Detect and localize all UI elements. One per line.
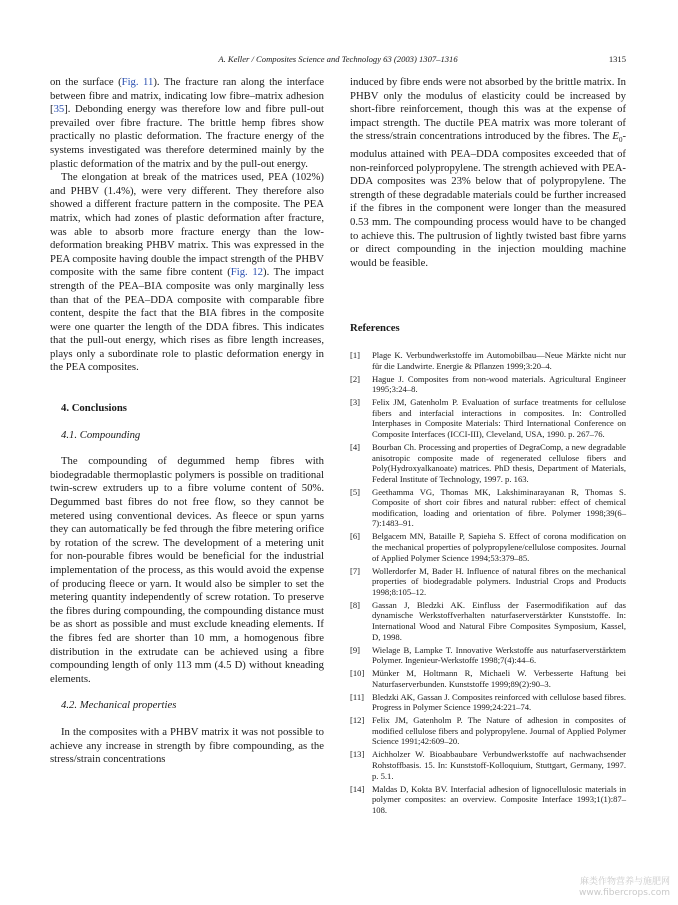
subsection-heading-compounding: 4.1. Compounding bbox=[61, 428, 141, 441]
reference-number: [14] bbox=[350, 783, 365, 794]
reference-item bbox=[350, 397, 626, 439]
reference-item bbox=[350, 442, 626, 484]
paragraph-elongation: The elongation at break of the matrices used, PEA (102%) and PHBV (1.4%), were very different. They therefore also showed a different fracture pattern in the composite. The PEA matrix, which had zones of plastic deformation after fracture, was able to absorb more fracture energy than the low-deformation breaking PHBV matrix. This was expressed in the PEA composite having double the impact strength of the PHBV composite with the same fibre content (Fig. 12). The impact strength of the PEA–BIA composite was only marginally less than that of the PEA–DDA composite with comparable fibre content, despite the fact that the BIA fibres in the composite were one quarter the length of the DDA fibres. This indicates that the pull-out energy, which rises as fibre length increases, plays only a subordinate role to plastic deformation energy in the PEA composites. bbox=[50, 171, 324, 374]
left-column bbox=[50, 76, 324, 767]
reference-number: [11] bbox=[350, 691, 364, 702]
reference-text: Münker M, Holtmann R, Michaeli W. Verbesserte Haftung bei Naturfaserverbunden. Kunststoffe 1999;89(2):90–3. bbox=[372, 668, 626, 689]
reference-item bbox=[350, 749, 626, 781]
reference-number: [7] bbox=[350, 565, 361, 576]
reference-text: Wollerdorfer M, Bader H. Influence of natural fibres on the mechanical properties of biodegradable polymers. Industrial Crops and Products 1998;8:105–12. bbox=[372, 565, 626, 597]
page-number: 1315 bbox=[608, 54, 626, 64]
reference-text: Bourban Ch. Processing and properties of DegraComp, a new degradable anisotropic composite made of regenerated cellulose fibers and Poly(Hydroxyalkanoate) matrices. PhD thesis, Department of Materials, Federal Institute of Technology, 1997. p. 163. bbox=[372, 441, 626, 484]
references-heading: References bbox=[350, 322, 400, 334]
reference-item bbox=[350, 784, 626, 816]
paragraph-fracture: on the surface (Fig. 11). The fracture ran along the interface between fibre and matrix, indicating low fibre–matrix adhesion [35]. Debonding energy was therefore low and fibre pull-out prevailed over fibre fracture. The brittle hemp fibres show practically no plastic deformation. The fracture energy of the systems investigated was therefore determined mainly by the plastic deformation of the matrix and by the pull-out energy. bbox=[50, 76, 324, 170]
modulus-symbol: E bbox=[612, 130, 619, 143]
reference-text: Aichholzer W. Bioabbaubare Verbundwerkstoffe auf nachwachsender Rohstoffbasis. 15. In: Kunststoff-Kolloquium, Stuttgart, Germany, 1997. p. 5.1. bbox=[372, 749, 626, 781]
reference-item bbox=[350, 531, 626, 563]
reference-item bbox=[350, 350, 626, 371]
reference-number: [6] bbox=[350, 531, 361, 542]
reference-number: [4] bbox=[350, 441, 361, 452]
reference-text: Bledzki AK, Gassan J. Composites reinforced with cellulose based fibres. Progress in Polymer Science 1999;24:221–74. bbox=[372, 691, 626, 713]
reference-number: [9] bbox=[350, 644, 361, 655]
reference-number: [8] bbox=[350, 599, 361, 610]
reference-item bbox=[350, 668, 626, 689]
reference-number: [10] bbox=[350, 668, 365, 679]
reference-text: Plage K. Verbundwerkstoffe im Automobilbau—Neue Märkte nicht nur für die Landwirte. Energie & Pflanzen 1999;3:20–4. bbox=[372, 350, 626, 371]
figure-link-12[interactable]: Fig. 12 bbox=[230, 266, 264, 279]
reference-item bbox=[350, 600, 626, 642]
reference-number: [1] bbox=[350, 350, 361, 360]
reference-number: [13] bbox=[350, 749, 365, 760]
reference-text: Maldas D, Kokta BV. Interfacial adhesion of lignocellulosic materials in polymer composites: an overview. Composite Interface 1993;1(1):87–108. bbox=[372, 783, 626, 815]
reference-number: [2] bbox=[350, 373, 361, 384]
running-header bbox=[50, 54, 626, 68]
reference-text: Geethamma VG, Thomas MK, Lakshiminarayanan R, Thomas S. Composite of short coir fibres and natural rubber: effect of chemical modification, loading and orientation of fibre. Polymer 1998;39(6–7):1483–91. bbox=[372, 486, 626, 529]
reference-text: Hague J. Composites from non-wood materials. Agricultural Engineer 1995;3:24–8. bbox=[372, 373, 626, 395]
reference-item bbox=[350, 566, 626, 598]
right-column bbox=[350, 76, 626, 270]
paragraph-mechanical: In the composites with a PHBV matrix it was not possible to achieve any increase in strength by fibre compounding, as the stress/strain concentrations bbox=[50, 725, 324, 766]
reference-text: Felix JM, Gatenholm P. Evaluation of surface treatments for cellulose fibers and interfacial interactions in composites. In: Controlled Interphases in Composite Materials: Third International Conference on Composite Interfaces (ICCI-III), Cleveland, USA, 1990. p. 267–76. bbox=[372, 397, 626, 439]
reference-item bbox=[350, 645, 626, 666]
paragraph-phbv: induced by fibre ends were not absorbed by the brittle matrix. In PHBV only the modulus of elasticity could be increased by short-fibre reinforcement, though this was at the expense of impact strength. The ductile PEA matrix was more tolerant of the stress/strain concentrations introduced by the fibres. The $E_0$-modulus attained with PEA–DDA composites exceeded that of non-reinforced polypropylene. The strength achieved with PEA-DDA composites was 23% below that of polypropylene. The strength of these degradable materials could be further increased if the fibres in the component were longer than the measured 0.53 mm. The compounding process would have to be changed to achieve this. The pultrusion of lightly twisted bast fibre yarns or direct compounding in the injection moulding machine would be feasible. bbox=[350, 76, 626, 269]
reference-number: [12] bbox=[350, 715, 365, 726]
paragraph-compounding: The compounding of degummed hemp fibres with biodegradable thermoplastic polymers is possible on traditional twin-screw extruders up to a fibre volume content of 50%. Degummed bast fibres do not free flow, so they cannot be metered using conventional devices. As fleece or spun yarns they can automatically be fed through the fibre metering orifice by rotation of the screw. The development of a metering unit for non-pourable fibres would be beneficial for the industrial implementation of the process, as this would avoid the expense of producing fleece or yarn. It would also be simpler to set the metering quantity independently of screw rotation. To preserve the fibres during compounding, the compounding distance must be as short as possible and must exclude kneading elements. If the fibres fed are shorter than 10 mm, a homogenous fibre distribution in the extrudate can be achieved using a fibre compounding length of only 113 mm (4.5 D) without kneading elements. bbox=[50, 455, 324, 685]
running-title: A. Keller / Composites Science and Technology 63 (2003) 1307–1316 bbox=[218, 54, 458, 64]
reference-item bbox=[350, 374, 626, 395]
reference-text: Felix JM, Gatenholm P. The Nature of adhesion in composites of modified cellulose fibers and polypropylene. Journal of Applied Polymer Science 1991;42:609–20. bbox=[372, 715, 626, 747]
references-list bbox=[350, 350, 626, 818]
reference-item bbox=[350, 692, 626, 713]
reference-item bbox=[350, 715, 626, 747]
citation-link-35[interactable]: 35 bbox=[53, 103, 65, 116]
watermark: 麻类作物营养与施肥网 www.fibercrops.com bbox=[579, 877, 670, 898]
reference-text: Gassan J, Bledzki AK. Einfluss der Fasermodifikation auf das dynamische Werkstoffverhalten naturfaserverstärkter Kunststoffe. In: International Wood and Natural Fibre Composites Symposium, Kassel, D, 1998. bbox=[372, 599, 626, 642]
reference-number: [3] bbox=[350, 397, 361, 408]
section-heading-conclusions: 4. Conclusions bbox=[61, 402, 127, 415]
figure-link-11[interactable]: Fig. 11 bbox=[121, 76, 154, 88]
reference-number: [5] bbox=[350, 486, 361, 497]
subsection-heading-mechanical: 4.2. Mechanical properties bbox=[61, 699, 177, 712]
reference-item bbox=[350, 487, 626, 529]
reference-text: Belgacem MN, Bataille P, Sapieha S. Effect of corona modification on the mechanical properties of polypropylene/cellulose composites. Journal of Applied Polymer Science 1994;53:379–85. bbox=[372, 531, 626, 563]
reference-text: Wielage B, Lampke T. Innovative Werkstoffe aus naturfaserverstärktem Polymer. Ingenieur-Werkstoffe 1998;7(4):44–6. bbox=[372, 644, 626, 666]
